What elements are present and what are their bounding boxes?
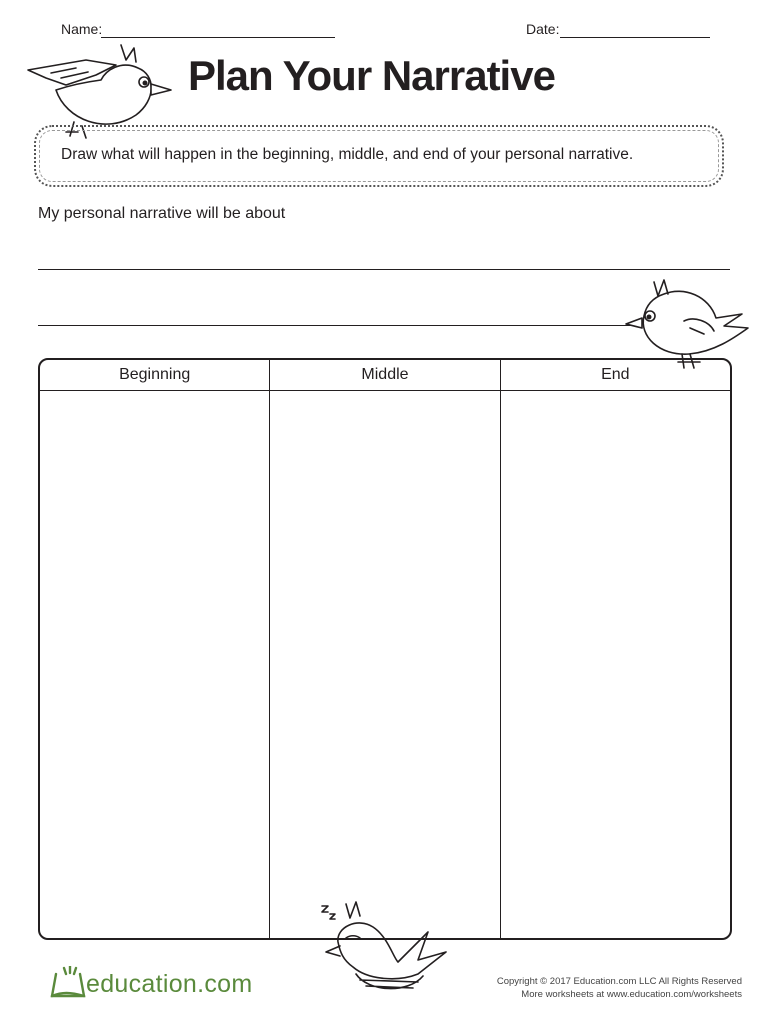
sleeping-bird-nest-icon: [318, 902, 458, 997]
topic-write-line-1[interactable]: [38, 269, 730, 270]
logo-text-main: education: [86, 970, 198, 998]
narrative-table: [38, 358, 732, 940]
drawing-area-end[interactable]: [501, 391, 730, 938]
column-header-middle: Middle: [270, 360, 500, 390]
table-body-row: [40, 391, 730, 938]
perched-bird-icon: [624, 276, 754, 371]
more-worksheets-text: More worksheets at www.education.com/worksheets: [521, 989, 742, 1000]
narrative-topic-prompt: My personal narrative will be about: [38, 205, 286, 222]
name-field-line[interactable]: [101, 37, 335, 38]
instruction-text: Draw what will happen in the beginning, middle, and end of your personal narrative.: [61, 146, 634, 163]
table-header-row: [40, 360, 730, 391]
logo-text-suffix: .com: [197, 970, 253, 998]
education-logo-text[interactable]: [86, 970, 253, 999]
page-title: Plan Your Narrative: [188, 52, 555, 99]
column-header-end: End: [601, 366, 630, 383]
drawing-area-beginning[interactable]: [40, 391, 270, 938]
name-label: Name:: [61, 21, 103, 37]
date-field-line[interactable]: [560, 37, 710, 38]
copyright-block: [497, 975, 742, 1001]
column-header-beginning: Beginning: [40, 360, 270, 390]
drawing-area-middle[interactable]: [270, 391, 500, 938]
copyright-text: Copyright © 2017 Education.com LLC All Rights Reserved: [496, 976, 742, 987]
topic-write-line-2[interactable]: [38, 325, 638, 326]
date-label: Date:: [526, 21, 560, 37]
